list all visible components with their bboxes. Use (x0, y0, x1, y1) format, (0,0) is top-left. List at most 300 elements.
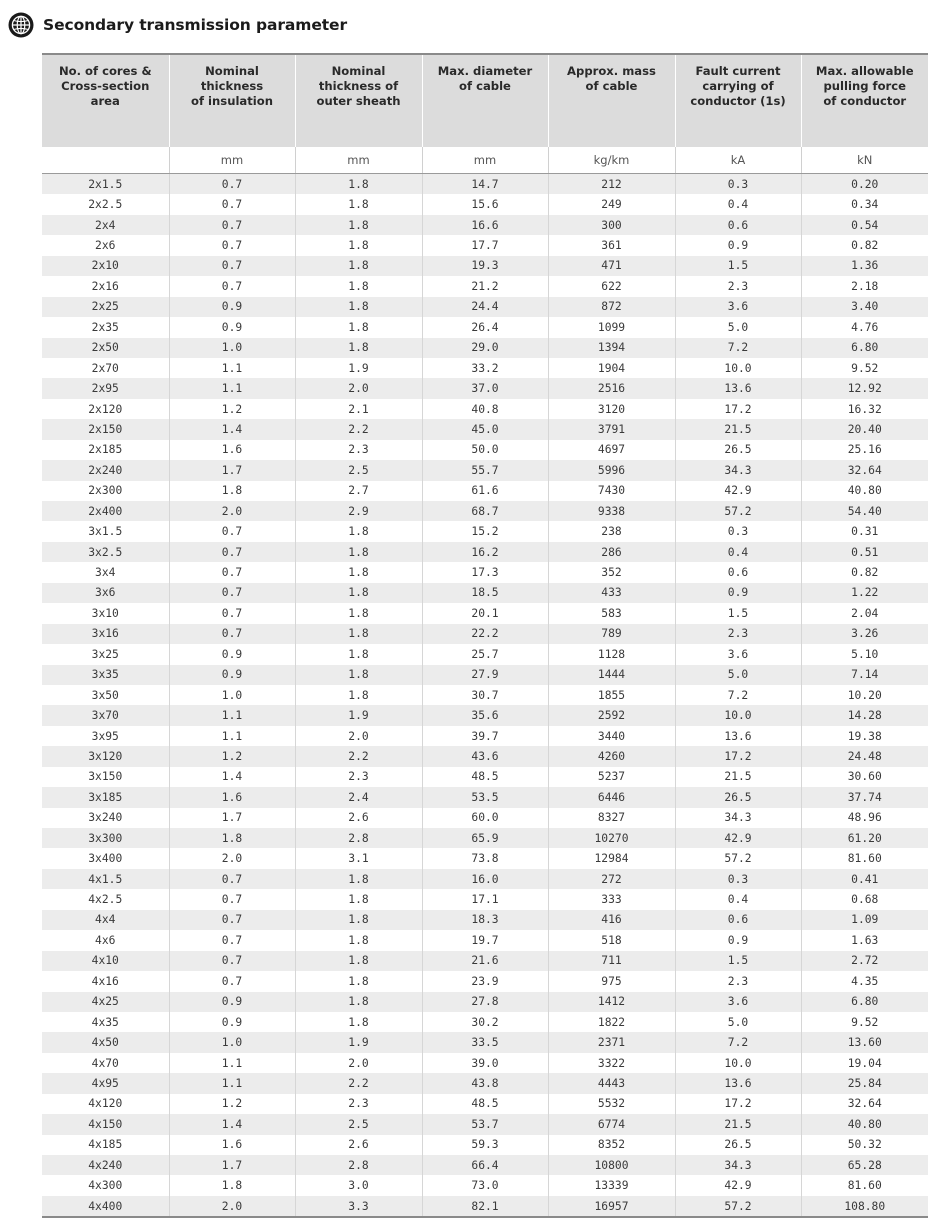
table-cell: 2.1 (295, 399, 422, 419)
table-cell: 21.6 (422, 951, 548, 971)
table-cell: 17.2 (675, 399, 801, 419)
table-cell: 2.0 (169, 848, 295, 868)
table-row (42, 399, 928, 419)
table-cell: 14.7 (422, 174, 548, 195)
table-cell: 0.9 (169, 665, 295, 685)
table-cell: 1.9 (295, 1032, 422, 1052)
table-row (42, 1135, 928, 1155)
table-cell: 975 (548, 971, 675, 991)
table-row (42, 215, 928, 235)
table-row (42, 358, 928, 378)
table-cell: 18.5 (422, 583, 548, 603)
table-cell: 1.8 (295, 235, 422, 255)
table-cell: 333 (548, 889, 675, 909)
table-cell: 2.0 (295, 1053, 422, 1073)
table-cell: 1.8 (295, 317, 422, 337)
table-cell: 17.2 (675, 1094, 801, 1114)
table-cell: 1.6 (169, 787, 295, 807)
table-cell: 4x16 (42, 971, 169, 991)
table-cell: 2x400 (42, 501, 169, 521)
table-cell: 1.8 (169, 828, 295, 848)
table-cell: 3.1 (295, 848, 422, 868)
table-cell: 2x50 (42, 338, 169, 358)
table-cell: 0.82 (801, 562, 928, 582)
table-cell: 0.68 (801, 889, 928, 909)
table-cell: 12.92 (801, 378, 928, 398)
table-row (42, 746, 928, 766)
table-cell: 1.2 (169, 746, 295, 766)
table-cell: 1.8 (295, 951, 422, 971)
table-cell: 3x35 (42, 665, 169, 685)
table-cell: 81.60 (801, 1175, 928, 1195)
table-row (42, 1012, 928, 1032)
table-cell: 0.7 (169, 869, 295, 889)
table-cell: 21.2 (422, 276, 548, 296)
table-cell: 0.7 (169, 235, 295, 255)
table-cell: 37.0 (422, 378, 548, 398)
unit-cell: mm (169, 147, 295, 174)
table-cell: 3.3 (295, 1196, 422, 1217)
table-cell: 6.80 (801, 338, 928, 358)
table-cell: 10.0 (675, 705, 801, 725)
table-cell: 0.7 (169, 583, 295, 603)
table-cell: 2.2 (295, 419, 422, 439)
table-cell: 81.60 (801, 848, 928, 868)
table-cell: 53.7 (422, 1114, 548, 1134)
table-cell: 3x16 (42, 624, 169, 644)
table-cell: 10800 (548, 1155, 675, 1175)
table-cell: 2.8 (295, 1155, 422, 1175)
table-cell: 5.10 (801, 644, 928, 664)
table-cell: 1.9 (295, 705, 422, 725)
table-cell: 3.40 (801, 297, 928, 317)
table-cell: 1.8 (295, 338, 422, 358)
table-cell: 61.6 (422, 481, 548, 501)
table-cell: 1.1 (169, 358, 295, 378)
table-cell: 0.7 (169, 215, 295, 235)
table-cell: 2.04 (801, 603, 928, 623)
table-cell: 583 (548, 603, 675, 623)
table-cell: 6.80 (801, 992, 928, 1012)
table-row (42, 787, 928, 807)
table-cell: 33.2 (422, 358, 548, 378)
table-cell: 2x70 (42, 358, 169, 378)
table-cell: 2.0 (169, 501, 295, 521)
table-cell: 10.0 (675, 1053, 801, 1073)
table-cell: 3120 (548, 399, 675, 419)
table-row (42, 297, 928, 317)
table-cell: 2.0 (169, 1196, 295, 1217)
table-cell: 4x240 (42, 1155, 169, 1175)
table-cell: 2x185 (42, 440, 169, 460)
table-cell: 2.2 (295, 746, 422, 766)
table-row (42, 1094, 928, 1114)
table-cell: 42.9 (675, 481, 801, 501)
table-cell: 2.9 (295, 501, 422, 521)
table-cell: 1855 (548, 685, 675, 705)
table-cell: 1444 (548, 665, 675, 685)
table-cell: 2x16 (42, 276, 169, 296)
table-row (42, 256, 928, 276)
table-cell: 1.8 (295, 603, 422, 623)
table-cell: 17.7 (422, 235, 548, 255)
table-cell: 53.5 (422, 787, 548, 807)
table-row (42, 194, 928, 214)
table-cell: 10.20 (801, 685, 928, 705)
table-cell: 2.3 (675, 624, 801, 644)
table-cell: 2.3 (295, 1094, 422, 1114)
table-cell: 3.6 (675, 644, 801, 664)
table-cell: 50.32 (801, 1135, 928, 1155)
table-cell: 66.4 (422, 1155, 548, 1175)
table-cell: 0.41 (801, 869, 928, 889)
unit-cell: mm (422, 147, 548, 174)
table-row (42, 685, 928, 705)
page-title: Secondary transmission parameter (43, 16, 348, 34)
table-cell: 4x50 (42, 1032, 169, 1052)
table-cell: 19.38 (801, 726, 928, 746)
table-cell: 13.6 (675, 378, 801, 398)
table-cell: 57.2 (675, 501, 801, 521)
table-cell: 1.1 (169, 726, 295, 746)
table-cell: 4x1.5 (42, 869, 169, 889)
table-cell: 14.28 (801, 705, 928, 725)
table-cell: 27.8 (422, 992, 548, 1012)
table-cell: 3x185 (42, 787, 169, 807)
table-row (42, 869, 928, 889)
table-cell: 249 (548, 194, 675, 214)
table-cell: 65.9 (422, 828, 548, 848)
table-cell: 1.8 (295, 297, 422, 317)
table-cell: 15.2 (422, 521, 548, 541)
table-cell: 1.4 (169, 767, 295, 787)
table-row (42, 624, 928, 644)
table-cell: 16.2 (422, 542, 548, 562)
table-cell: 3x400 (42, 848, 169, 868)
table-cell: 1.0 (169, 338, 295, 358)
table-cell: 108.80 (801, 1196, 928, 1217)
table-cell: 50.0 (422, 440, 548, 460)
table-cell: 2516 (548, 378, 675, 398)
table-cell: 4x2.5 (42, 889, 169, 909)
table-row (42, 971, 928, 991)
table-cell: 60.0 (422, 808, 548, 828)
table-cell: 0.34 (801, 194, 928, 214)
table-cell: 19.3 (422, 256, 548, 276)
table-cell: 5.0 (675, 665, 801, 685)
table-cell: 2.3 (675, 276, 801, 296)
table-cell: 2.3 (295, 767, 422, 787)
header-approx-mass: Approx. mass of cable (548, 54, 675, 147)
table-cell: 45.0 (422, 419, 548, 439)
table-cell: 1.9 (295, 358, 422, 378)
table-cell: 1.8 (295, 685, 422, 705)
table-cell: 2.0 (295, 726, 422, 746)
title-bar (8, 10, 347, 40)
table-cell: 25.84 (801, 1073, 928, 1093)
table-cell: 13339 (548, 1175, 675, 1195)
table-cell: 33.5 (422, 1032, 548, 1052)
table-cell: 1.8 (295, 256, 422, 276)
table-cell: 2.2 (295, 1073, 422, 1093)
globe-icon (8, 12, 34, 38)
table-cell: 57.2 (675, 1196, 801, 1217)
table-cell: 1.8 (295, 1012, 422, 1032)
table-cell: 4697 (548, 440, 675, 460)
table-cell: 10.0 (675, 358, 801, 378)
table-cell: 2x25 (42, 297, 169, 317)
table-cell: 1.8 (295, 992, 422, 1012)
table-cell: 0.6 (675, 215, 801, 235)
table-cell: 518 (548, 930, 675, 950)
table-row (42, 603, 928, 623)
table-cell: 30.60 (801, 767, 928, 787)
table-cell: 7.14 (801, 665, 928, 685)
table-cell: 1.1 (169, 378, 295, 398)
unit-cell (42, 147, 169, 174)
units-row (42, 147, 928, 174)
table-cell: 48.96 (801, 808, 928, 828)
table-cell: 2.3 (295, 440, 422, 460)
table-cell: 1.5 (675, 603, 801, 623)
table-cell: 0.20 (801, 174, 928, 195)
table-cell: 48.5 (422, 767, 548, 787)
table-row (42, 481, 928, 501)
table-row (42, 521, 928, 541)
table-cell: 4.35 (801, 971, 928, 991)
table-cell: 2x120 (42, 399, 169, 419)
table-cell: 2x1.5 (42, 174, 169, 195)
table-cell: 82.1 (422, 1196, 548, 1217)
table-cell: 3.26 (801, 624, 928, 644)
table-cell: 16.0 (422, 869, 548, 889)
table-cell: 3791 (548, 419, 675, 439)
table-row (42, 317, 928, 337)
table-cell: 4x35 (42, 1012, 169, 1032)
table-cell: 6774 (548, 1114, 675, 1134)
table-cell: 3x300 (42, 828, 169, 848)
table-cell: 0.9 (675, 235, 801, 255)
header-pulling-force: Max. allowable pulling force of conductor (801, 54, 928, 147)
table-cell: 2592 (548, 705, 675, 725)
table-cell: 1.09 (801, 910, 928, 930)
table-cell: 2.8 (295, 828, 422, 848)
table-cell: 1.8 (295, 583, 422, 603)
table-cell: 300 (548, 215, 675, 235)
unit-cell: kN (801, 147, 928, 174)
table-cell: 1.0 (169, 685, 295, 705)
table-cell: 0.4 (675, 889, 801, 909)
table-row (42, 583, 928, 603)
table-cell: 2.6 (295, 808, 422, 828)
table-cell: 1.8 (295, 276, 422, 296)
table-cell: 1.8 (295, 215, 422, 235)
table-cell: 1.63 (801, 930, 928, 950)
table-cell: 4443 (548, 1073, 675, 1093)
table-cell: 55.7 (422, 460, 548, 480)
table-cell: 0.31 (801, 521, 928, 541)
table-cell: 2x2.5 (42, 194, 169, 214)
table-cell: 789 (548, 624, 675, 644)
table-cell: 416 (548, 910, 675, 930)
table-cell: 24.4 (422, 297, 548, 317)
table-cell: 1.5 (675, 951, 801, 971)
table-row (42, 562, 928, 582)
table-cell: 6446 (548, 787, 675, 807)
table-cell: 26.5 (675, 787, 801, 807)
table-cell: 2.0 (295, 378, 422, 398)
table-cell: 40.80 (801, 481, 928, 501)
table-cell: 1.8 (295, 194, 422, 214)
table-row (42, 1032, 928, 1052)
table-cell: 1.8 (295, 665, 422, 685)
table-cell: 20.1 (422, 603, 548, 623)
table-row (42, 828, 928, 848)
table-cell: 3x6 (42, 583, 169, 603)
table-row (42, 726, 928, 746)
table-cell: 48.5 (422, 1094, 548, 1114)
table-cell: 1.8 (295, 174, 422, 195)
table-cell: 1.8 (295, 521, 422, 541)
table-cell: 4x6 (42, 930, 169, 950)
table-cell: 4x150 (42, 1114, 169, 1134)
table-cell: 26.5 (675, 440, 801, 460)
table-cell: 0.7 (169, 971, 295, 991)
table-cell: 13.6 (675, 726, 801, 746)
table-cell: 0.7 (169, 910, 295, 930)
table-cell: 352 (548, 562, 675, 582)
table-cell: 57.2 (675, 848, 801, 868)
unit-cell: mm (295, 147, 422, 174)
table-cell: 39.7 (422, 726, 548, 746)
table-cell: 0.9 (169, 317, 295, 337)
table-row (42, 1073, 928, 1093)
table-row (42, 848, 928, 868)
table-cell: 471 (548, 256, 675, 276)
table-cell: 19.7 (422, 930, 548, 950)
table-cell: 0.7 (169, 951, 295, 971)
table-cell: 34.3 (675, 808, 801, 828)
table-cell: 1.5 (675, 256, 801, 276)
table-cell: 0.9 (169, 992, 295, 1012)
header-max-diameter: Max. diameter of cable (422, 54, 548, 147)
table-cell: 25.16 (801, 440, 928, 460)
table-cell: 16957 (548, 1196, 675, 1217)
table-cell: 1904 (548, 358, 675, 378)
table-cell: 0.6 (675, 910, 801, 930)
table-row (42, 501, 928, 521)
table-cell: 15.6 (422, 194, 548, 214)
table-cell: 1.8 (295, 889, 422, 909)
table-cell: 30.2 (422, 1012, 548, 1032)
table-cell: 2.7 (295, 481, 422, 501)
table-cell: 4x10 (42, 951, 169, 971)
table-row (42, 1196, 928, 1217)
table-cell: 3.0 (295, 1175, 422, 1195)
table-cell: 2.18 (801, 276, 928, 296)
table-cell: 4x25 (42, 992, 169, 1012)
table-cell: 35.6 (422, 705, 548, 725)
table-cell: 68.7 (422, 501, 548, 521)
table-row (42, 889, 928, 909)
table-cell: 3x1.5 (42, 521, 169, 541)
table-cell: 1.6 (169, 440, 295, 460)
table-cell: 2x300 (42, 481, 169, 501)
header-cores-area: No. of cores & Cross-section area (42, 54, 169, 147)
table-cell: 2.5 (295, 460, 422, 480)
table-cell: 711 (548, 951, 675, 971)
table-cell: 1412 (548, 992, 675, 1012)
table-cell: 1.22 (801, 583, 928, 603)
table-row (42, 174, 928, 195)
table-cell: 27.9 (422, 665, 548, 685)
table-cell: 4260 (548, 746, 675, 766)
table-cell: 0.3 (675, 521, 801, 541)
table-cell: 0.9 (169, 644, 295, 664)
table-cell: 2x6 (42, 235, 169, 255)
table-cell: 238 (548, 521, 675, 541)
table-cell: 272 (548, 869, 675, 889)
table-cell: 24.48 (801, 746, 928, 766)
table-cell: 3x150 (42, 767, 169, 787)
table-cell: 34.3 (675, 1155, 801, 1175)
table-cell: 19.04 (801, 1053, 928, 1073)
table-cell: 2x35 (42, 317, 169, 337)
table-cell: 2.5 (295, 1114, 422, 1134)
table-cell: 5237 (548, 767, 675, 787)
table-cell: 212 (548, 174, 675, 195)
table-cell: 13.6 (675, 1073, 801, 1093)
table-cell: 3x120 (42, 746, 169, 766)
table-row (42, 951, 928, 971)
unit-cell: kg/km (548, 147, 675, 174)
header-sheath-thickness: Nominal thickness of outer sheath (295, 54, 422, 147)
table-cell: 73.8 (422, 848, 548, 868)
table-cell: 3x2.5 (42, 542, 169, 562)
table-row (42, 1114, 928, 1134)
table-cell: 2x150 (42, 419, 169, 439)
table-cell: 1.8 (295, 644, 422, 664)
table-cell: 361 (548, 235, 675, 255)
table-row (42, 276, 928, 296)
table-cell: 0.7 (169, 521, 295, 541)
table-cell: 1.4 (169, 419, 295, 439)
table-row (42, 1053, 928, 1073)
table-cell: 4x300 (42, 1175, 169, 1195)
table-cell: 42.9 (675, 828, 801, 848)
table-cell: 1.8 (295, 542, 422, 562)
table-cell: 0.9 (169, 1012, 295, 1032)
table-cell: 61.20 (801, 828, 928, 848)
table-cell: 0.7 (169, 174, 295, 195)
table-cell: 13.60 (801, 1032, 928, 1052)
table-cell: 433 (548, 583, 675, 603)
table-cell: 20.40 (801, 419, 928, 439)
table-cell: 1.1 (169, 705, 295, 725)
table-cell: 0.4 (675, 194, 801, 214)
table-cell: 1.0 (169, 1032, 295, 1052)
table-cell: 622 (548, 276, 675, 296)
table-cell: 2.3 (675, 971, 801, 991)
table-row (42, 1155, 928, 1175)
table-cell: 3x95 (42, 726, 169, 746)
table-cell: 1.8 (295, 869, 422, 889)
table-cell: 7.2 (675, 338, 801, 358)
table-cell: 34.3 (675, 460, 801, 480)
table-cell: 1.7 (169, 1155, 295, 1175)
table-cell: 2.4 (295, 787, 422, 807)
table-cell: 3x240 (42, 808, 169, 828)
